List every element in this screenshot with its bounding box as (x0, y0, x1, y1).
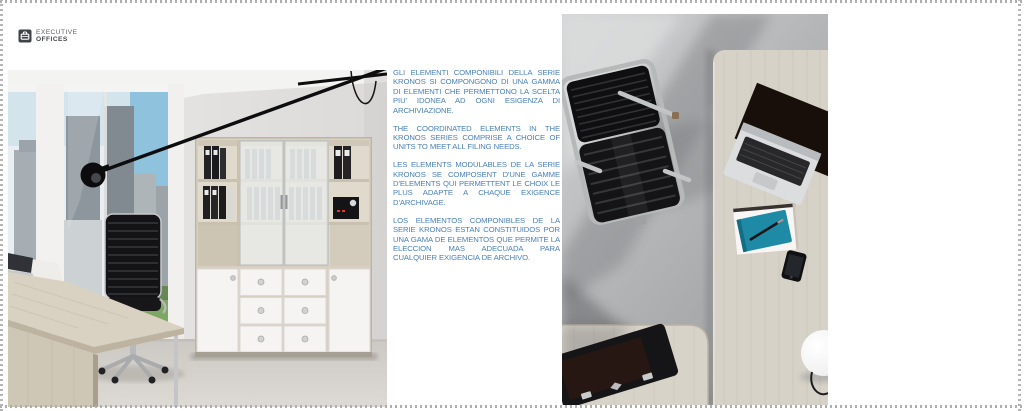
page-perforation-top (0, 0, 1024, 3)
photo-desk-overhead (562, 14, 828, 405)
notebook-and-pen (733, 203, 799, 254)
return-desk (562, 323, 708, 405)
page-perforation-right (1018, 0, 1021, 411)
desk-top (706, 50, 828, 405)
brand-header (18, 29, 77, 43)
description-paragraph-italian: GLI ELEMENTI COMPONIBILI DELLA SERIE KRONOS SI COMPONGONO DI UNA GAMMA DI ELEMENTI CHE PERMETTONO LA SCELTA PIU' IDONEA AD OGNI ESIGENZA DI ARCHIVIAZIONE. (393, 68, 560, 115)
description-paragraph-french: LES ELEMENTS MODULABLES DE LA SERIE KRONOS SE COMPOSENT D'UNE GAMME D'ELEMENTS QUI PERMETTENT LE CHOIX LE PLUS ADAPTE A CHAQUE EXIGENCE D'ARCHIVAGE. (393, 160, 560, 207)
brand-name-line1: EXECUTIVE (36, 29, 78, 36)
description-paragraph-english: THE COORDINATED ELEMENTS IN THE KRONOS SERIES COMPRISE A CHOICE OF UNITS TO MEET ALL FILING NEEDS. (393, 123, 560, 152)
frosted-glass-doors (239, 140, 329, 266)
product-description (393, 68, 560, 271)
page-perforation-left (0, 0, 3, 411)
brand-name-line2: OFFICES (36, 36, 68, 44)
kronos-storage-cabinet (191, 137, 377, 360)
page-perforation-bottom (0, 405, 1024, 408)
briefcase-icon (18, 29, 32, 43)
description-paragraph-spanish: LOS ELEMENTOS COMPONIBLES DE LA SERIE KRONOS ESTAN CONSTITUIDOS POR UNA GAMA DE ELEMENTOS QUE PERMITE LA ELECCION MAS ADECUADA PARA CUALQUIER EXIGENCIA DE ARCHIVO. (393, 215, 560, 263)
shelf-clock (333, 197, 359, 219)
cabinet-drawers (197, 269, 370, 352)
photo-office-interior (8, 70, 387, 407)
